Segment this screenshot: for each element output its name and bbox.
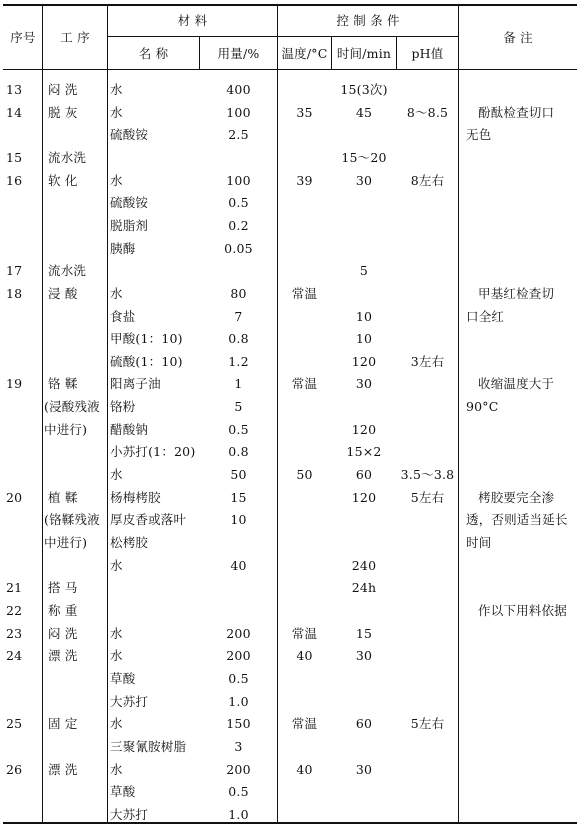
cell-material-name: 硫酸(1：10) [110,354,183,369]
cell-time: 15×2 [346,444,382,459]
col-divider-control [458,5,459,823]
header-materials: 材 料 [177,13,208,28]
cell-amount: 0.5 [228,784,249,799]
cell-amount: 15 [230,490,247,505]
cell-no: 23 [6,626,23,641]
cell-no: 24 [6,648,23,663]
cell-amount: 10 [230,512,247,527]
cell-amount: 1.0 [228,807,249,822]
cell-remark: 甲基红检查切 [478,286,555,301]
cell-process: 闷 洗 [48,626,78,641]
cell-time: 120 [351,354,377,369]
cell-amount: 400 [226,82,251,97]
cell-material-name: 草酸 [110,784,136,799]
cell-ph: 5左右 [410,716,445,731]
cell-process: 漂 洗 [48,648,78,663]
cell-material-name: 水 [110,716,123,731]
cell-material-name: 大苏打 [110,694,149,709]
cell-time: 15 [355,626,373,641]
cell-material-name: 硫酸铵 [110,195,149,210]
cell-amount: 0.5 [228,422,249,437]
cell-amount: 0.5 [228,671,249,686]
cell-remark: 收缩温度大于 [478,376,555,391]
cell-amount: 100 [226,105,251,120]
cell-no: 19 [6,376,23,391]
cell-remark: 透，否则适当延长 [466,512,568,527]
cell-time: 120 [351,422,377,437]
subheader-rule [107,36,458,37]
cell-time: 10 [355,331,373,346]
cell-no: 26 [6,762,23,777]
cell-no: 20 [6,490,23,505]
cell-process: 流水洗 [48,263,87,278]
cell-amount: 200 [226,762,251,777]
header-bottom-rule [3,69,577,70]
cell-time: 30 [355,173,373,188]
cell-amount: 0.05 [224,241,253,256]
cell-temp: 40 [296,762,313,777]
cell-amount: 100 [226,173,251,188]
cell-process: 称 重 [48,603,78,618]
header-process: 工 序 [60,30,90,45]
cell-temp: 常温 [291,716,318,731]
cell-amount: 2.5 [228,127,249,142]
cell-amount: 0.5 [228,195,249,210]
cell-process: 植 鞣 [48,490,78,505]
cell-material-name: 硫酸铵 [110,127,149,142]
cell-temp: 35 [296,105,313,120]
header-ph: pH值 [411,46,444,61]
cell-ph: 5左右 [410,490,445,505]
cell-time: 120 [351,490,377,505]
cell-material-name: 水 [110,467,123,482]
cell-time: 5 [359,263,369,278]
cell-process: 漂 洗 [48,762,78,777]
cell-amount: 1.0 [228,694,249,709]
cell-process: 浸 酸 [48,286,78,301]
cell-time: 45 [355,105,373,120]
col-divider-materials [277,5,278,823]
cell-material-name: 阳离子油 [110,376,161,391]
cell-remark: 栲胶要完全渗 [478,490,555,505]
cell-time: 60 [355,716,373,731]
cell-no: 15 [6,150,23,165]
cell-material-name: 醋酸钠 [110,422,149,437]
cell-time: 30 [355,762,373,777]
cell-remark: 作以下用料依据 [478,603,567,618]
col-divider-no [42,5,43,823]
header-name: 名 称 [138,46,169,61]
bottom-rule [3,822,577,824]
cell-process: 脱 灰 [48,105,78,120]
cell-no: 14 [6,105,23,120]
cell-amount: 1.2 [228,354,249,369]
cell-process: (铬鞣残液 [44,512,100,527]
cell-time: 15(3次) [340,82,388,97]
cell-temp: 常温 [291,376,318,391]
cell-time: 60 [355,467,373,482]
header-no: 序号 [10,30,36,45]
header-time: 时间/min [336,46,392,61]
cell-process: 闷 洗 [48,82,78,97]
cell-amount: 40 [230,558,247,573]
cell-amount: 0.8 [228,444,249,459]
cell-process: (浸酸残液 [44,399,100,414]
cell-time: 30 [355,376,373,391]
cell-material-name: 胰酶 [110,241,136,256]
cell-remark: 酚酞检查切口 [478,105,555,120]
cell-material-name: 三聚氰胺树脂 [110,739,187,754]
header-remark: 备 注 [503,30,533,45]
cell-material-name: 水 [110,82,123,97]
cell-material-name: 水 [110,105,123,120]
cell-material-name: 草酸 [110,671,136,686]
cell-ph: 3左右 [410,354,445,369]
cell-material-name: 厚皮香或落叶 [110,512,187,527]
cell-material-name: 杨梅栲胶 [110,490,161,505]
cell-time: 30 [355,648,373,663]
cell-material-name: 水 [110,173,123,188]
cell-amount: 3 [234,739,243,754]
cell-no: 17 [6,263,23,278]
cell-material-name: 水 [110,648,123,663]
header-control: 控 制 条 件 [336,13,400,28]
cell-temp: 常温 [291,626,318,641]
cell-material-name: 大苏打 [110,807,149,822]
cell-no: 13 [6,82,23,97]
cell-ph: 8～8.5 [406,105,449,120]
cell-amount: 150 [226,716,251,731]
cell-temp: 40 [296,648,313,663]
cell-time: 10 [355,309,373,324]
cell-material-name: 铬粉 [110,399,136,414]
cell-remark: 无色 [466,127,492,142]
cell-material-name: 食盐 [110,309,136,324]
cell-amount: 1 [234,376,243,391]
cell-process: 铬 鞣 [48,376,78,391]
cell-no: 22 [6,603,23,618]
cell-amount: 5 [234,399,243,414]
cell-ph: 8左右 [410,173,445,188]
cell-no: 18 [6,286,23,301]
cell-no: 21 [6,580,23,595]
cell-no: 25 [6,716,23,731]
cell-material-name: 水 [110,286,123,301]
cell-remark: 时间 [466,535,492,550]
cell-material-name: 水 [110,762,123,777]
cell-process: 固 定 [48,716,78,731]
cell-amount: 80 [230,286,247,301]
cell-temp: 常温 [291,286,318,301]
cell-process: 软 化 [48,173,78,188]
header-temp: 温度/°C [281,46,328,61]
cell-no: 16 [6,173,23,188]
cell-amount: 7 [234,309,243,324]
cell-time: 240 [351,558,377,573]
cell-amount: 0.8 [228,331,249,346]
cell-material-name: 水 [110,558,123,573]
cell-process: 搭 马 [48,580,78,595]
top-rule [3,4,577,6]
header-amount: 用量/% [217,46,260,61]
cell-process: 流水洗 [48,150,87,165]
cell-temp: 39 [296,173,313,188]
col-divider-process [107,5,108,823]
cell-time: 24h [351,580,377,595]
cell-process: 中进行) [44,535,88,550]
cell-material-name: 松栲胶 [110,535,149,550]
cell-process: 中进行) [44,422,88,437]
cell-material-name: 小苏打(1：20) [110,444,196,459]
cell-material-name: 脱脂剂 [110,218,149,233]
cell-time: 15～20 [341,150,387,165]
cell-amount: 200 [226,626,251,641]
cell-amount: 0.2 [228,218,249,233]
cell-material-name: 水 [110,626,123,641]
cell-ph: 3.5～3.8 [400,467,455,482]
cell-temp: 50 [296,467,313,482]
cell-remark: 口全红 [466,309,505,324]
cell-amount: 50 [230,467,247,482]
cell-amount: 200 [226,648,251,663]
cell-remark: 90°C [466,399,499,414]
cell-material-name: 甲酸(1：10) [110,331,183,346]
